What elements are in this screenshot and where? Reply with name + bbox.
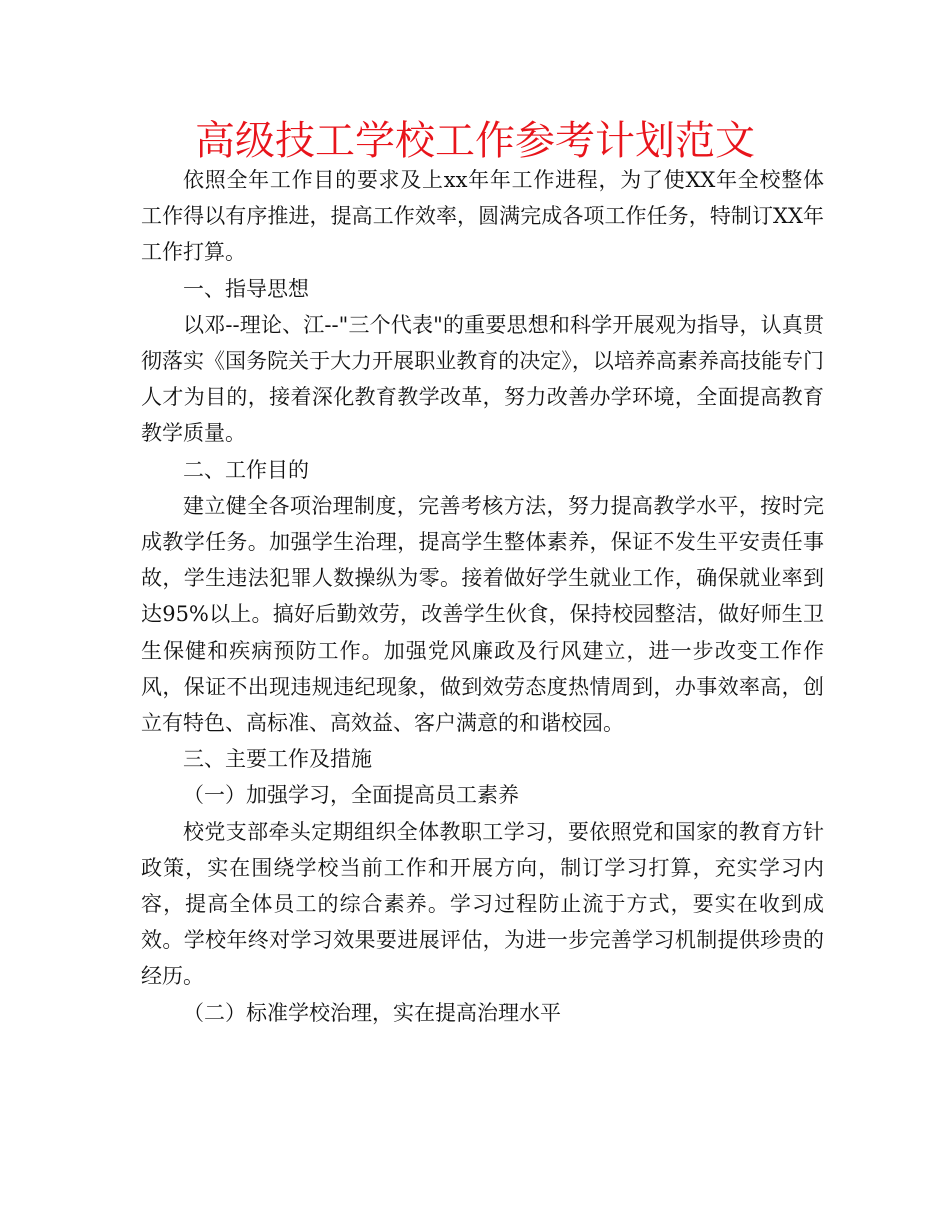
section-heading-guiding-ideology: 一、指导思想 <box>183 276 309 301</box>
subsection-heading-learning: （一）加强学习，全面提高员工素养 <box>183 783 519 808</box>
document-title: 高级技工学校工作参考计划范文 <box>195 118 755 164</box>
subsection-heading-management: （二）标准学校治理，实在提高治理水平 <box>183 1000 561 1025</box>
work-goals-paragraph: 建立健全各项治理制度，完善考核方法，努力提高教学水平，按时完成教学任务。加强学生治理，提高学生整体素养，保证不发生平安责任事故，学生违法犯罪人数操纵为零。接着做好学生就业工作，确保就业率到达95%以上。搞好后勤效劳，改善学生伙食，保持校园整洁，做好师生卫生保健和疾病预防工作。加强党风廉政及行风建立，进一步改变工作作风，保证不出现违规违纪现象，做到效劳态度热情周到，办事效率高，创立有特色、高标准、高效益、客户满意的和谐校园。 <box>141 493 824 736</box>
guiding-ideology-paragraph: 以邓--理论、江--"三个代表"的重要思想和科学开展观为指导，认真贯彻落实《国务院关于大力开展职业教育的决定》，以培养高素养高技能专门人才为目的，接着深化教育教学改革，努力改善办学环境，全面提高教育教学质量。 <box>141 312 824 446</box>
learning-paragraph: 校党支部牵头定期组织全体教职工学习，要依照党和国家的教育方针政策，实在围绕学校当前工作和开展方向，制订学习打算，充实学习内容，提高全体员工的综合素养。学习过程防止流于方式，要实在收到成效。学校年终对学习效果要进展评估，为进一步完善学习机制提供珍贵的经历。 <box>141 819 824 989</box>
section-heading-work-goals: 二、工作目的 <box>183 457 309 482</box>
intro-paragraph: 依照全年工作目的要求及上xx年年工作进程，为了使XX年全校整体工作得以有序推进，提高工作效率，圆满完成各项工作任务，特制订XX年工作打算。 <box>141 168 824 265</box>
section-heading-main-work: 三、主要工作及措施 <box>183 747 372 772</box>
document-body <box>141 162 824 1031</box>
